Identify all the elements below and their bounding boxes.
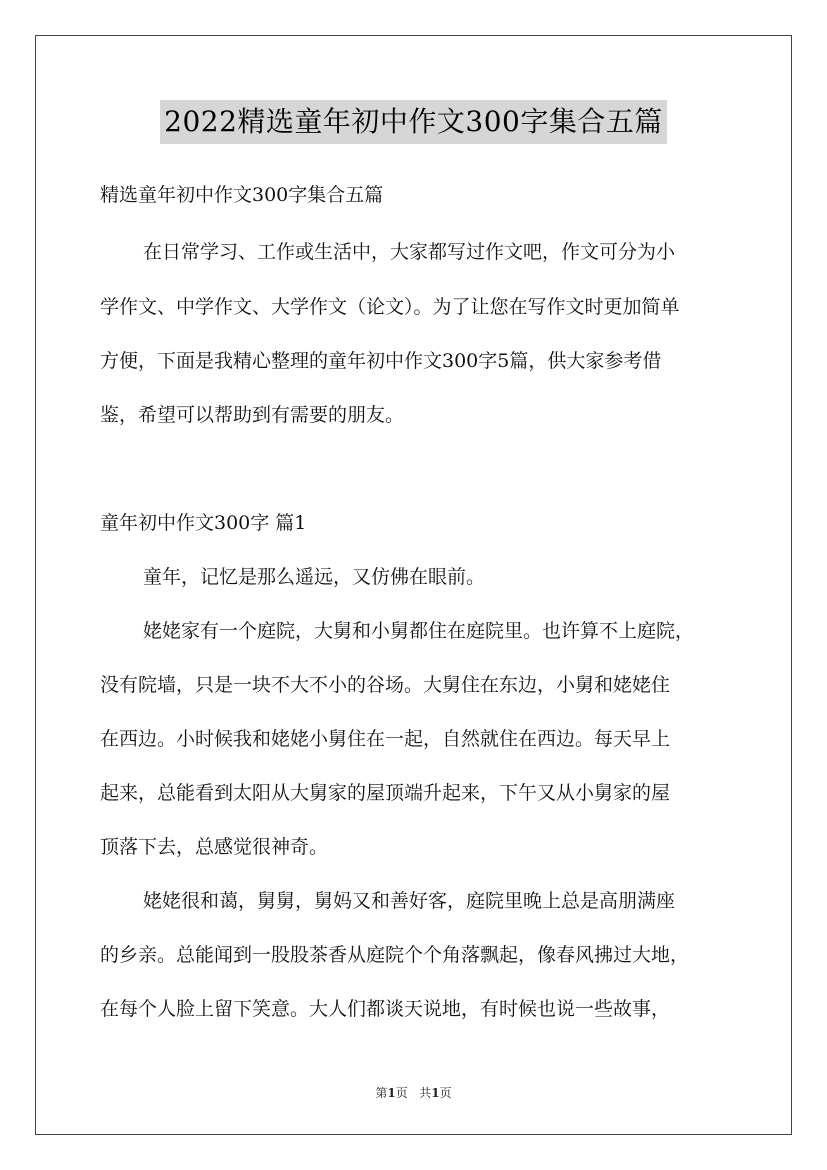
body-line-3: 没有院墙，只是一块不大不小的谷场。大舅住在东边，小舅和姥姥住 [100,674,671,696]
intro-line-4: 鉴，希望可以帮助到有需要的朋友。 [100,404,405,426]
footer-page-suffix: 页 [395,1086,408,1100]
body-line-2: 姥姥家有一个庭院，大舅和小舅都住在庭院里。也许算不上庭院， [143,620,695,642]
body-line-6: 顶落下去，总感觉很神奇。 [100,836,329,858]
intro-line-1: 在日常学习、工作或生活中，大家都写过作文吧，作文可分为小 [143,241,676,263]
footer-page-prefix: 第 [375,1086,388,1100]
body-line-4: 在西边。小时候我和姥姥小舅住在一起，自然就住在西边。每天早上 [100,728,671,750]
intro-line-2: 学作文、中学作文、大学作文（论文）。为了让您在写作文时更加简单 [100,296,680,318]
body-line-9: 在每个人脸上留下笑意。大人们都谈天说地，有时候也说一些故事， [100,998,671,1020]
footer-page-number: 1 [387,1086,396,1100]
footer-total-number: 1 [431,1086,440,1100]
body-line-7: 姥姥很和蔼，舅舅，舅妈又和善好客，庭院里晚上总是高朋满座 [143,890,676,912]
body-line-1: 童年，记忆是那么遥远，又仿佛在眼前。 [143,566,486,588]
intro-line-3: 方便，下面是我精心整理的童年初中作文300字5篇，供大家参考借 [100,350,662,372]
body-line-8: 的乡亲。总能闻到一股股茶香从庭院个个角落飘起，像春风拂过大地， [100,944,690,966]
page-footer [0,1084,827,1101]
document-subtitle: 精选童年初中作文300字集合五篇 [100,184,384,206]
title-container [0,100,827,144]
body-line-5: 起来，总能看到太阳从大舅家的屋顶端升起来，下午又从小舅家的屋 [100,782,671,804]
document-title: 2022精选童年初中作文300字集合五篇 [160,100,667,144]
footer-total-suffix: 页 [439,1086,452,1100]
section-heading: 童年初中作文300字 篇1 [100,512,307,534]
footer-total-prefix: 共 [419,1086,432,1100]
